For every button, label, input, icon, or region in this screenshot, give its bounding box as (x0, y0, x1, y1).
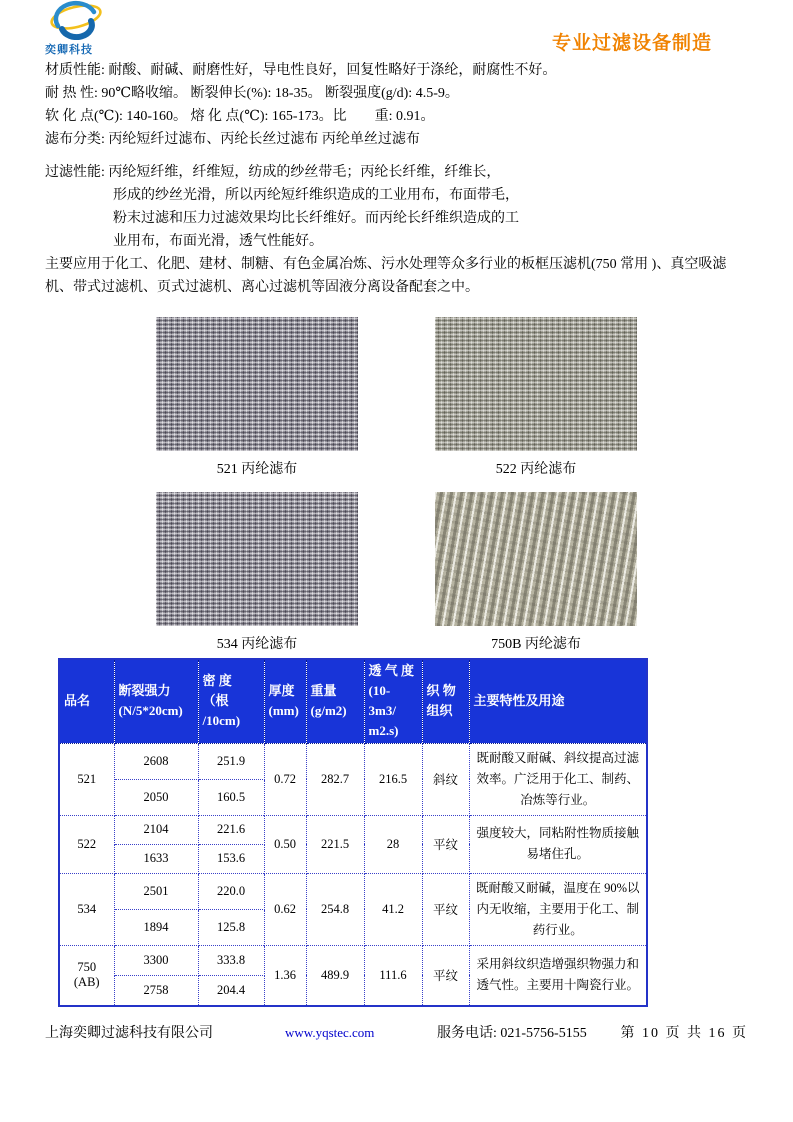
cell-thickness: 0.50 (264, 815, 306, 873)
cell-density-warp: 220.0 (198, 873, 264, 909)
cell-strength-weft: 1633 (114, 844, 198, 873)
cell-density-warp: 221.6 (198, 815, 264, 844)
table-row (59, 815, 647, 844)
table-row (59, 945, 647, 975)
heat-resistance-line: 耐 热 性: 90℃略收缩。 断裂伸长(%): 18-35。 断裂强度(g/d): 4.5-9。 (45, 86, 459, 101)
cell-strength-warp: 2608 (114, 743, 198, 779)
cell-weight: 254.8 (306, 873, 364, 945)
cell-density-warp: 333.8 (198, 945, 264, 975)
cell-density-weft: 153.6 (198, 844, 264, 873)
page-footer (0, 1007, 793, 1042)
cell-weight: 489.9 (306, 945, 364, 1006)
col-header-permeability: 透 气 度 (10-3m3/ m2.s) (364, 659, 422, 743)
cell-name: 522 (59, 815, 114, 873)
col-header-strength: 断裂强力 (N/5*20cm) (114, 659, 198, 743)
sample-caption-521: 521 丙纶滤布 (216, 462, 298, 477)
spec-table (58, 658, 648, 1007)
cell-permeability: 28 (364, 815, 422, 873)
cell-name: 534 (59, 873, 114, 945)
cloth-category-line: 滤布分类: 丙纶短纤过滤布、丙纶长丝过滤布 丙纶单丝过滤布 (45, 132, 420, 147)
cell-features: 既耐酸又耐碱，温度在 90%以内无收缩，主要用于化工、制药行业。 (469, 873, 647, 945)
page-header (0, 0, 793, 57)
cell-weight: 282.7 (306, 743, 364, 815)
table-row (59, 873, 647, 909)
fabric-samples-section (0, 317, 793, 654)
fabric-image-534 (156, 492, 358, 626)
cell-strength-weft: 2050 (114, 779, 198, 815)
col-header-features: 主要特性及用途 (469, 659, 647, 743)
footer-page-number: 第 10 页 共 16 页 (620, 1025, 748, 1041)
cell-density-weft: 204.4 (198, 975, 264, 1006)
sample-row-1 (0, 317, 793, 479)
filter-performance-line-3: 粉末过滤和压力过滤效果均比长纤维好。而丙纶长纤维织造成的工 (113, 211, 519, 226)
cell-features: 强度较大，同粘附性物质接触易堵住孔。 (469, 815, 647, 873)
fabric-image-521 (156, 317, 358, 451)
cell-features: 既耐酸又耐碱、斜纹提高过滤效率。广泛用于化工、制药、冶炼等行业。 (469, 743, 647, 815)
sample-caption-522: 522 丙纶滤布 (495, 462, 577, 477)
col-header-density: 密 度 （根 /10cm) (198, 659, 264, 743)
filter-performance-line-4: 业用布，布面光滑，透气性能好。 (113, 234, 323, 249)
material-properties-line: 材质性能: 耐酸、耐碱、耐磨性好，导电性良好，回复性略好于涤纶，耐腐性不好。 (45, 63, 557, 78)
company-logo (45, 0, 107, 57)
cell-weave: 平纹 (422, 873, 469, 945)
cell-permeability: 216.5 (364, 743, 422, 815)
filter-performance-line-2: 形成的纱丝光滑，所以丙纶短纤维织造成的工业用布，布面带毛， (113, 188, 519, 203)
cell-weave: 平纹 (422, 945, 469, 1006)
fabric-image-522 (435, 317, 637, 451)
cell-permeability: 111.6 (364, 945, 422, 1006)
cell-density-weft: 125.8 (198, 909, 264, 945)
cell-strength-weft: 1894 (114, 909, 198, 945)
intro-section (0, 57, 793, 299)
sample-534 (156, 492, 358, 654)
cell-features: 采用斜纹织造增强织物强力和透气性。主要用十陶瓷行业。 (469, 945, 647, 1006)
sample-row-2 (0, 492, 793, 654)
col-header-weight: 重量 (g/m2) (306, 659, 364, 743)
cell-strength-warp: 3300 (114, 945, 198, 975)
cell-strength-weft: 2758 (114, 975, 198, 1006)
page-title: 专业过滤设备制造 (551, 33, 712, 54)
cell-thickness: 0.62 (264, 873, 306, 945)
footer-company-name: 上海奕卿过滤科技有限公司 (45, 1025, 213, 1041)
col-header-name: 品名 (59, 659, 114, 743)
cell-thickness: 0.72 (264, 743, 306, 815)
sample-522 (435, 317, 637, 479)
cell-thickness: 1.36 (264, 945, 306, 1006)
table-row (59, 743, 647, 779)
filter-performance-line-1: 过滤性能: 丙纶短纤维，纤维短，纺成的纱丝带毛；丙纶长纤维，纤维长， (45, 165, 501, 180)
col-header-thickness: 厚度 (mm) (264, 659, 306, 743)
cell-density-weft: 160.5 (198, 779, 264, 815)
logo-text: 奕卿科技 (45, 44, 93, 56)
cell-weave: 平纹 (422, 815, 469, 873)
cell-density-warp: 251.9 (198, 743, 264, 779)
cell-strength-warp: 2501 (114, 873, 198, 909)
application-paragraph: 主要应用于化工、化肥、建材、制糖、有色金属冶炼、污水处理等众多行业的板框压滤机(750 常用 )、真空吸滤机、带式过滤机、页式过滤机、离心过滤机等固液分离设备配套之中。 (45, 257, 727, 295)
cell-strength-warp: 2104 (114, 815, 198, 844)
fabric-image-750B (435, 492, 637, 626)
footer-service-phone: 服务电话: 021-5756-5155 (437, 1025, 587, 1041)
cell-name: 521 (59, 743, 114, 815)
cell-weave: 斜纹 (422, 743, 469, 815)
cell-weight: 221.5 (306, 815, 364, 873)
sample-caption-750B: 750B 丙纶滤布 (491, 637, 581, 652)
sample-caption-534: 534 丙纶滤布 (216, 637, 298, 652)
softening-point-line: 软 化 点(℃): 140-160。 熔 化 点(℃): 165-173。比 重: 0.91。 (45, 109, 435, 124)
col-header-weave: 织 物 组织 (422, 659, 469, 743)
sample-521 (156, 317, 358, 479)
globe-logo-icon (45, 0, 107, 40)
spec-table-header-row (59, 659, 647, 743)
cell-permeability: 41.2 (364, 873, 422, 945)
sample-750B (435, 492, 637, 654)
cell-name: 750 (AB) (59, 945, 114, 1006)
footer-website-link[interactable]: www.yqstec.com (285, 1024, 375, 1040)
